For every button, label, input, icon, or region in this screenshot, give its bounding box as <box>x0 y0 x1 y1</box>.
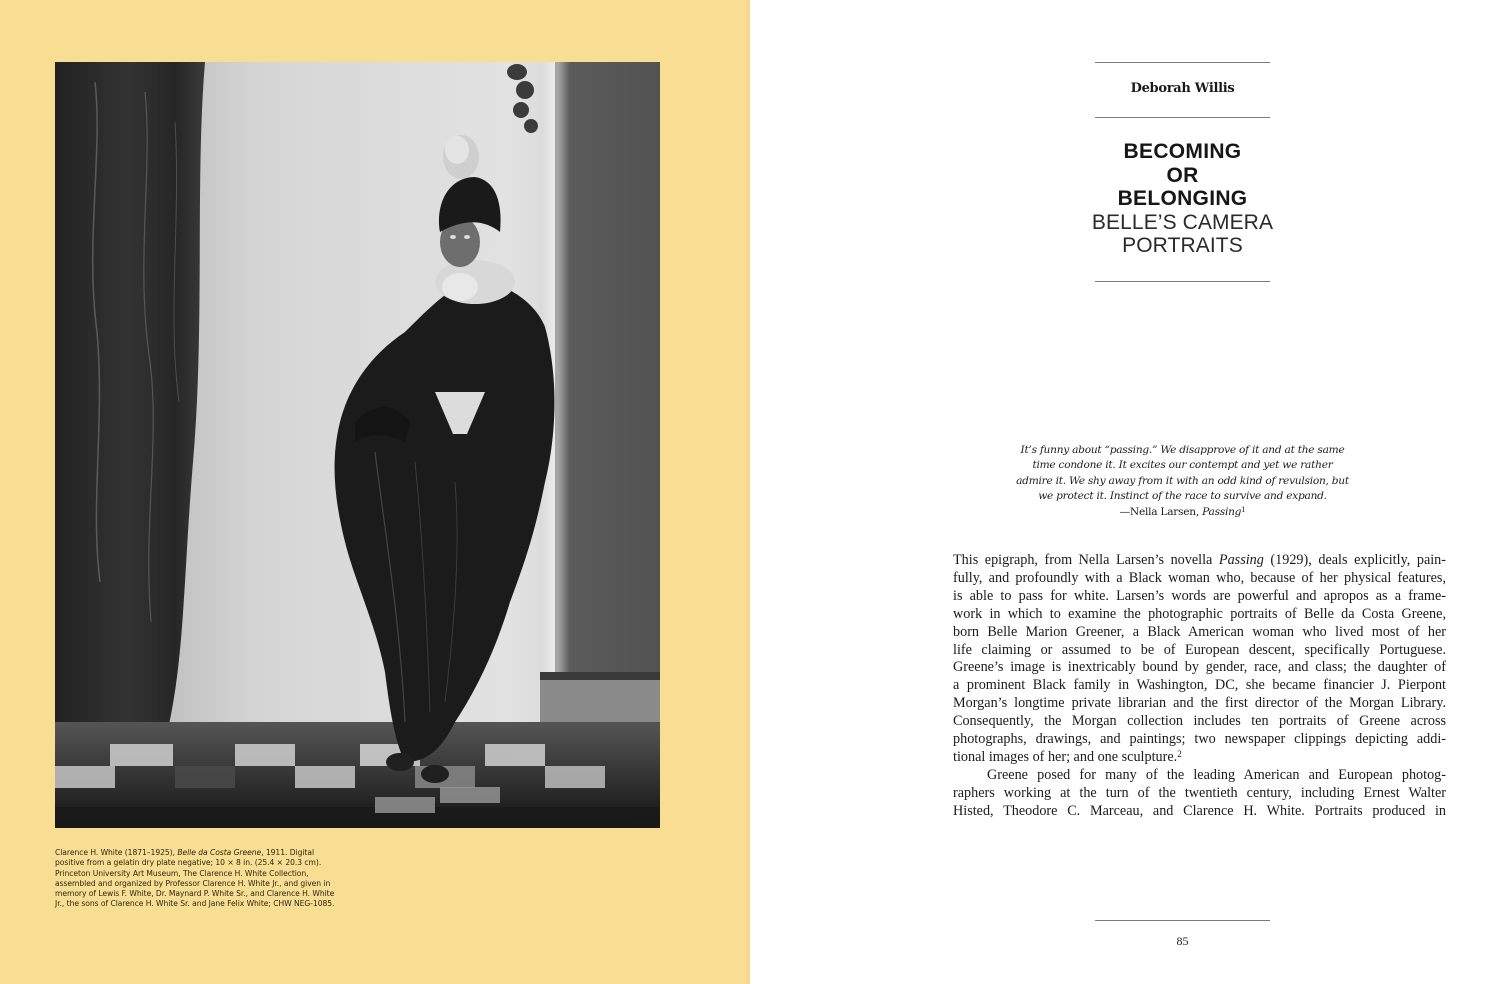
body-line: raphers working at the turn of the twentieth century, including Ernest Walter <box>953 784 1446 801</box>
title-line-2: OR <box>1166 163 1199 187</box>
epigraph-line: we protect it. Instinct of the race to survive and expand. <box>1038 490 1327 503</box>
body-line: Morgan’s longtime private librarian and the first director of the Morgan Library. <box>953 695 1446 712</box>
title-line-1: BECOMING <box>1123 140 1242 163</box>
caption-work-title: Belle da Costa Greene <box>177 848 262 857</box>
title-line-3: BELONGING <box>1117 187 1248 210</box>
body-line: Histed, Theodore C. Marceau, and Clarence H. White. Portraits produced in <box>953 802 1446 819</box>
right-page <box>750 0 1500 984</box>
title-rule <box>1095 281 1270 282</box>
portrait-photo-illustration <box>55 62 660 828</box>
body-line: Greene’s image is inextricably bound by gender, race, and class; the daughter of <box>953 659 1446 676</box>
portrait-photograph <box>55 62 660 828</box>
body-line: life claiming or assumed to be of European descent, specifically Portuguese. <box>953 641 1446 658</box>
epigraph <box>1000 443 1365 520</box>
attribution-author: —Nella Larsen, <box>1119 505 1203 518</box>
line-text: (1929), deals explicitly, pain- <box>1263 552 1446 568</box>
body-text <box>953 552 1446 821</box>
italic-title: Passing <box>1218 552 1264 568</box>
caption-artist: Clarence H. White (1871–1925), <box>55 848 178 857</box>
author-name: Deborah Willis <box>1130 81 1235 96</box>
line-text: This epigraph, from Nella Larsen’s novella <box>953 552 1219 568</box>
line-text: tional images of her; and one sculpture. <box>953 748 1178 765</box>
footnote-marker-2: 2 <box>1177 748 1182 759</box>
body-line: is able to pass for white. Larsen’s words are powerful and apropos as a frame- <box>953 587 1446 604</box>
body-line: photographs, drawings, and paintings; two newspaper clippings depicting addi- <box>953 731 1446 748</box>
body-line: a prominent Black family in Washington, DC, she became financier J. Pierpont <box>953 677 1446 694</box>
footnote-marker-1: 1 <box>1241 505 1246 514</box>
body-line: work in which to examine the photographic portraits of Belle da Costa Greene, <box>953 605 1446 622</box>
epigraph-line: time condone it. It excites our contempt and yet we rather <box>1032 459 1333 472</box>
footer-rule <box>1095 920 1270 921</box>
top-rule <box>1095 62 1270 63</box>
chapter-title <box>1060 140 1305 258</box>
epigraph-attribution <box>1000 505 1365 520</box>
body-line: Greene posed for many of the leading American and European photog- <box>987 766 1446 783</box>
paragraph-1 <box>953 552 1446 767</box>
photo-caption <box>55 848 345 910</box>
body-line: Consequently, the Morgan collection includes ten portraits of Greene across <box>953 713 1446 730</box>
author-rule <box>1095 117 1270 118</box>
caption-details: , 1911. Digital positive from a gelatin dry plate negative; 10 × 8 in. (25.4 × 20.3 cm). Princeton University Art Museum, The Clarence H. White Collection, assembled and organized by Professor Clarence H. White Jr., and given in memory of Lewis F. White, Dr. Maynard P. White Sr., and Clarence H. White Jr., the sons of Clarence H. White Sr. and Jane Felix White; CHW NEG-1085. <box>55 848 335 909</box>
epigraph-line: admire it. We shy away from it with an odd kind of revulsion, but <box>1016 474 1349 487</box>
subtitle-line-1: BELLE’S CAMERA <box>1091 210 1274 234</box>
body-line <box>953 749 1446 767</box>
epigraph-line: It’s funny about “passing.” We disapprove of it and at the same <box>1020 444 1345 456</box>
body-line: born Belle Marion Greener, a Black American woman who lived most of her <box>953 623 1446 640</box>
body-line: fully, and profoundly with a Black woman who, because of her physical features, <box>953 569 1446 586</box>
attribution-work: Passing <box>1202 505 1242 518</box>
page-number: 85 <box>1176 934 1189 948</box>
body-line <box>953 552 1446 570</box>
subtitle-line-2: PORTRAITS <box>1122 234 1243 257</box>
paragraph-2 <box>953 767 1446 821</box>
